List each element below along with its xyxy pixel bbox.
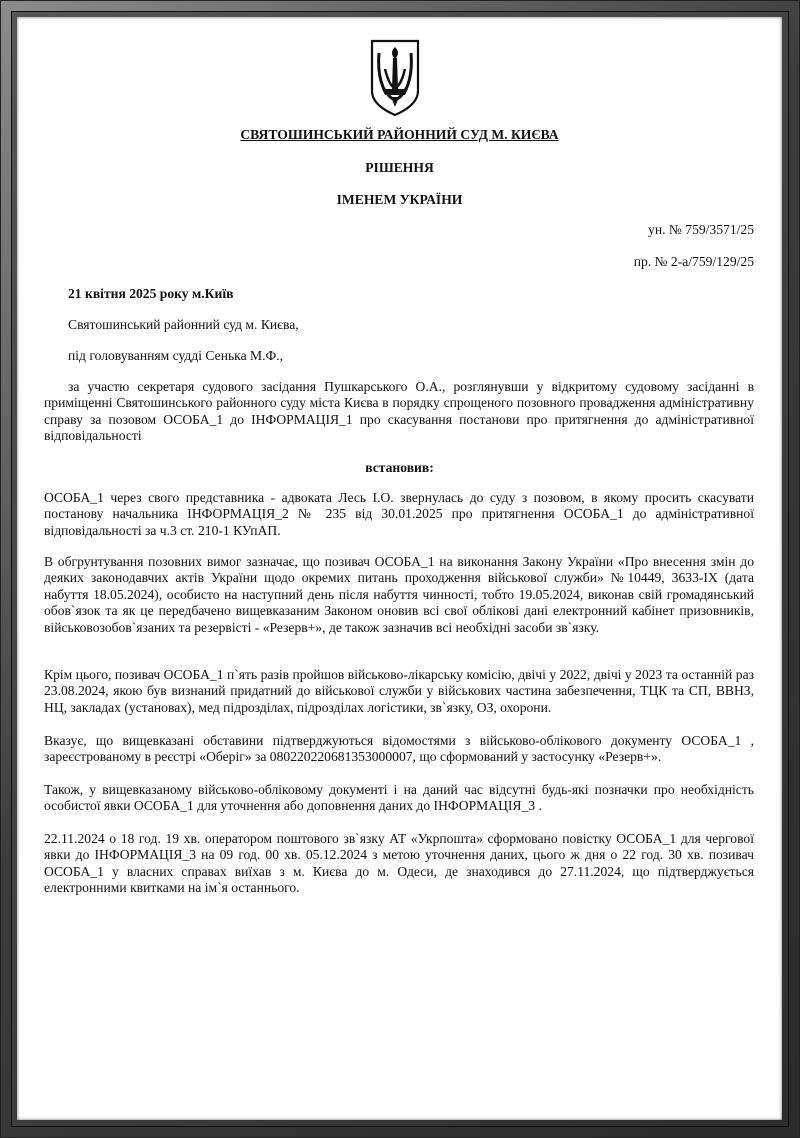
case-number: ун. № 759/3571/25	[648, 222, 754, 237]
body-paragraph: Також, у вищевказаному військово-обліковому документі і на даний час відсутні будь-які позначки про необхідність особистої явки ОСОБА_1 для уточнення або доповнення даних до ІНФОРМАЦІЯ_3 .	[44, 782, 754, 814]
proceeding-number: пр. № 2-а/759/129/25	[633, 254, 754, 269]
presiding-judge-line: під головуванням судді Сенька М.Ф.,	[68, 348, 284, 363]
document-page	[17, 17, 782, 1120]
in-name-of-ukraine-heading: ІМЕНЕМ УКРАЇНИ	[336, 192, 463, 207]
body-paragraph: 22.11.2024 о 18 год. 19 хв. оператором поштового зв`язку АТ «Укрпошта» сформовано повістку ОСОБА_1 для чергової явки до ІНФОРМАЦІЯ_3 на 09 год. 00 хв. 05.12.2024 з метою уточнення даних, цього ж дня о 22 год. 30 хв. позивач ОСОБА_1 у власних справах виїхав з м. Києва до м. Одеси, де знаходився до 27.11.2024, що підтверджується електронними квитками на ім`я останнього.	[44, 831, 754, 896]
decision-date-place: 21 квітня 2025 року м.Київ	[68, 286, 234, 301]
body-paragraph: В обгрунтування позовних вимог зазначає, що позивач ОСОБА_1 на виконання Закону України «Про внесення змін до деяких законодавчих актів України щодо окремих питань проходження військової служби» №10449, 3633-IX (дата набуття 18.05.2024), особисто на наступний день після набуття чинності, тобто 19.05.2024, виконав свій громадянський обов`язок та як це передбачено вищевказаним Законом оновив всі свої облікові дані електронний кабінет призовників, військовозобов`язаних та резервісті - «Резерв+», де також зазначив всі необхідні засоби зв`язку.	[44, 554, 754, 635]
body-paragraph: Крім цього, позивач ОСОБА_1 п`ять разів пройшов військово-лікарську комісію, двічі у 2022, двічі у 2023 та останній раз 23.08.2024, якою був визнаний придатний до військової служби у військових частина забезпечення, ТЦК та СП, ВВНЗ, НЦ, закладах (установах), мед підрозділах, підрозділах логістики, зв`язку, ОЗ, охорони.	[44, 667, 754, 715]
body-paragraph: Вказує, що вищевказані обставини підтверджуються відомостями з військово-облікового документу ОСОБА_1 , зареєстрованому в реєстрі «Оберіг» за 080220220681353000007, що сформований у застосунку «Резерв+».	[44, 733, 754, 765]
established-heading: встановив:	[365, 460, 434, 475]
ukraine-trident-emblem	[369, 39, 421, 117]
court-name-heading: СВЯТОШИНСЬКИЙ РАЙОННИЙ СУД М. КИЄВА	[240, 127, 559, 142]
body-paragraph: ОСОБА_1 через свого представника - адвоката Лесь І.О. звернулась до суду з позовом, в якому просить скасувати постанову начальника ІНФОРМАЦІЯ_2 № 235 від 30.01.2025 про притягнення ОСОБА_1 до адміністративної відповідальності за ч.3 ст. 210-1 КУпАП.	[44, 490, 754, 538]
intro-paragraph: за участю секретаря судового засідання Пушкарського О.А., розглянувши у відкритому судовому засіданні в приміщенні Святошинського районного суду міста Києва в порядку спрощеного позовного провадження адміністративну справу за позовом ОСОБА_1 до ІНФОРМАЦІЯ_1 про скасування постанови про притягнення до адміністративної відповідальності	[44, 379, 754, 444]
court-line: Святошинський районний суд м. Києва,	[68, 317, 299, 332]
document-type-heading: РІШЕННЯ	[365, 160, 434, 175]
